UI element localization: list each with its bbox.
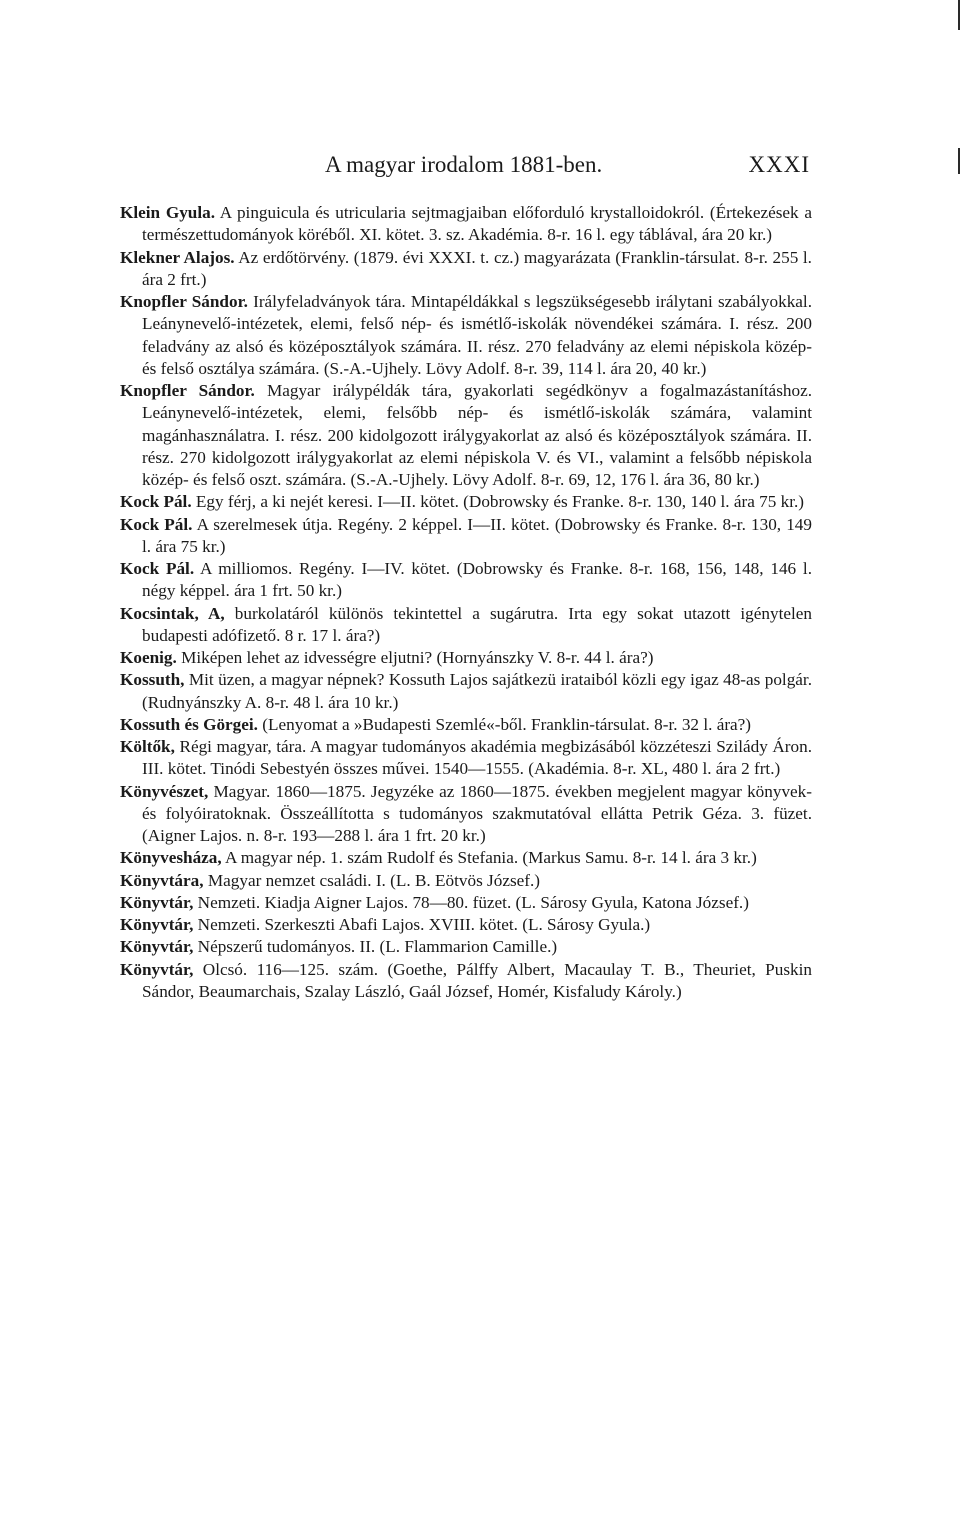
entry-text: Az erdőtörvény. (1879. évi XXXI. t. cz.) magyarázata (Franklin-társulat. 8-r. 255 l. ára 2 frt.) — [142, 247, 812, 289]
bibliography-entry — [120, 892, 812, 914]
entry-text: Mit üzen, a magyar népnek? Kossuth Lajos sajátkezü irataiból közli egy igaz 48-as polgár. (Rudnyánszky A. 8-r. 48 l. ára 10 kr.) — [142, 670, 812, 712]
entry-text: A milliomos. Regény. I—IV. kötet. (Dobrowsky és Franke. 8-r. 168, 156, 148, 146 l. négy képpel. ára 1 frt. 50 kr.) — [142, 559, 812, 601]
entry-text: Magyar irálypéldák tára, gyakorlati segédkönyv a fogalmazástanításhoz. Leánynevelő-intézetek, elemi, felsőbb nép- és ismétlő-iskolák számára, valamint magánhasználatra. I. rész. 200 kidolgozott irálygyakorlat az alsó és középosztályok számára. II. rész. 270 kidolgozott irálygyakorlat az elemi népiskola V. és VI., valamint a felsőbb népiskola közép- és felső oszt. számára. (S.-A.-Ujhely. Lövy Adolf. 8-r. 69, 12, 176 l. ára 36, 80 kr.) — [142, 381, 812, 489]
entry-author: Kossuth, — [120, 670, 185, 690]
entry-author: Klein Gyula. — [120, 203, 216, 222]
entry-author: Könyvtár, — [120, 937, 194, 957]
entry-author: Kock Pál. — [120, 514, 193, 534]
entry-author: Könyvesháza, — [120, 848, 222, 868]
entry-text: Olcsó. 116—125. szám. (Goethe, Pálffy Albert, Macaulay T. B., Theuriet, Puskin Sándor, Beaumarchais, Szalay László, Gaál József, Homér, Kisfaludy Károly.) — [142, 959, 812, 1001]
entry-author: Kossuth és Görgei. — [120, 714, 258, 734]
bibliography-entry — [120, 870, 812, 892]
page-header — [0, 152, 960, 188]
bibliography-list — [120, 202, 812, 1003]
entry-author: Könyvtár, — [120, 915, 194, 934]
entry-text: Magyar nemzet családi. I. (L. B. Eötvös József.) — [203, 870, 541, 890]
bibliography-entry — [120, 936, 812, 958]
entry-text: (Lenyomat a »Budapesti Szemlé«-ből. Franklin-társulat. 8-r. 32 l. ára?) — [257, 714, 752, 734]
bibliography-entry — [120, 291, 812, 380]
bibliography-entry — [120, 514, 812, 559]
bibliography-entry — [120, 959, 812, 1004]
bibliography-entry — [120, 669, 812, 714]
bibliography-entry — [120, 714, 812, 736]
entry-text: A magyar nép. 1. szám Rudolf és Stefania. (Markus Samu. 8-r. 14 l. ára 3 kr.) — [221, 848, 757, 868]
entry-text: A szerelmesek útja. Regény. 2 képpel. I—II. kötet. (Dobrowsky és Franke. 8-r. 130, 149 l. ára 75 kr.) — [142, 514, 812, 556]
bibliography-entry — [120, 491, 812, 513]
bibliography-entry — [120, 380, 812, 491]
bibliography-entry — [120, 247, 812, 292]
bibliography-entry — [120, 847, 812, 869]
bibliography-entry — [120, 647, 812, 669]
entry-author: Kocsintak, A, — [120, 603, 225, 623]
entry-text: Népszerű tudományos. II. (L. Flammarion Camille.) — [193, 937, 558, 957]
entry-author: Koenig. — [120, 648, 177, 667]
entry-text: Régi magyar, tára. A magyar tudományos akadémia megbizásából közzéteszi Szilády Áron. III. kötet. Tinódi Sebestyén összes művei. 1540—1555. (Akadémia. 8-r. XL, 480 l. ára 2 frt.) — [142, 737, 812, 779]
entry-author: Költők, — [120, 737, 175, 756]
bibliography-entry — [120, 736, 812, 781]
entry-author: Könyvtár, — [120, 959, 194, 979]
bibliography-entry — [120, 914, 812, 936]
running-title: A magyar irodalom 1881-ben. — [325, 152, 603, 177]
entry-author: Klekner Alajos. — [120, 247, 235, 267]
entry-author: Könyvészet, — [120, 781, 209, 801]
entry-author: Kock Pál. — [120, 559, 195, 578]
bibliography-entry — [120, 603, 812, 648]
entry-text: Nemzeti. Szerkeszti Abafi Lajos. XVIII. kötet. (L. Sárosy Gyula.) — [193, 915, 651, 934]
entry-text: Irályfeladványok tára. Mintapéldákkal s legszükségesebb irálytani szabályokkal. Leánynevelő-intézetek, elemi, felső nép- és ismétlő-iskolák növendékei számára. I. rész. 200 feladvány az alsó és középosztályok számára. II. rész. 270 feladvány az elemi népiskola közép- és felső osztálya számára. (S.-A.-Ujhely. Lövy Adolf. 8-r. 39, 114 l. ára 20, 40 kr.) — [142, 292, 812, 378]
entry-text: A pinguicula és utricularia sejtmagjaiban előforduló krystalloidokról. (Értekezések a természettudományok köréből. XI. kötet. 3. sz. Akadémia. 8-r. 16 l. egy táblával, ára 20 kr.) — [142, 203, 812, 245]
entry-text: burkolatáról különös tekintettel a sugárutra. Irta egy sokat utazott igénytelen budapesti adófizető. 8 r. 17 l. ára?) — [142, 603, 812, 645]
bibliography-entry — [120, 558, 812, 603]
entry-author: Könyvtár, — [120, 892, 194, 912]
page-number: XXXI — [748, 152, 810, 177]
entry-text: Magyar. 1860—1875. Jegyzéke az 1860—1875. években megjelent magyar könyvek- és folyóiratoknak. Összeállította s tudományos szakmutatóval ellátta Petrik Géza. 3. füzet. (Aigner Lajos. n. 8-r. 193—288 l. ára 1 frt. 20 kr.) — [142, 781, 812, 845]
entry-text: Nemzeti. Kiadja Aigner Lajos. 78—80. füzet. (L. Sárosy Gyula, Katona József.) — [193, 892, 749, 912]
entry-author: Könyvtára, — [120, 870, 204, 890]
entry-author: Kock Pál. — [120, 492, 192, 512]
bibliography-entry — [120, 202, 812, 247]
entry-text: Miképen lehet az idvességre eljutni? (Hornyánszky V. 8-r. 44 l. ára?) — [176, 648, 654, 667]
entry-author: Knopfler Sándor. — [120, 292, 248, 311]
entry-text: Egy férj, a ki nejét keresi. I—II. kötet. (Dobrowsky és Franke. 8-r. 130, 140 l. ára 75 kr.) — [191, 492, 805, 512]
bibliography-entry — [120, 781, 812, 848]
entry-author: Knopfler Sándor. — [120, 381, 255, 400]
